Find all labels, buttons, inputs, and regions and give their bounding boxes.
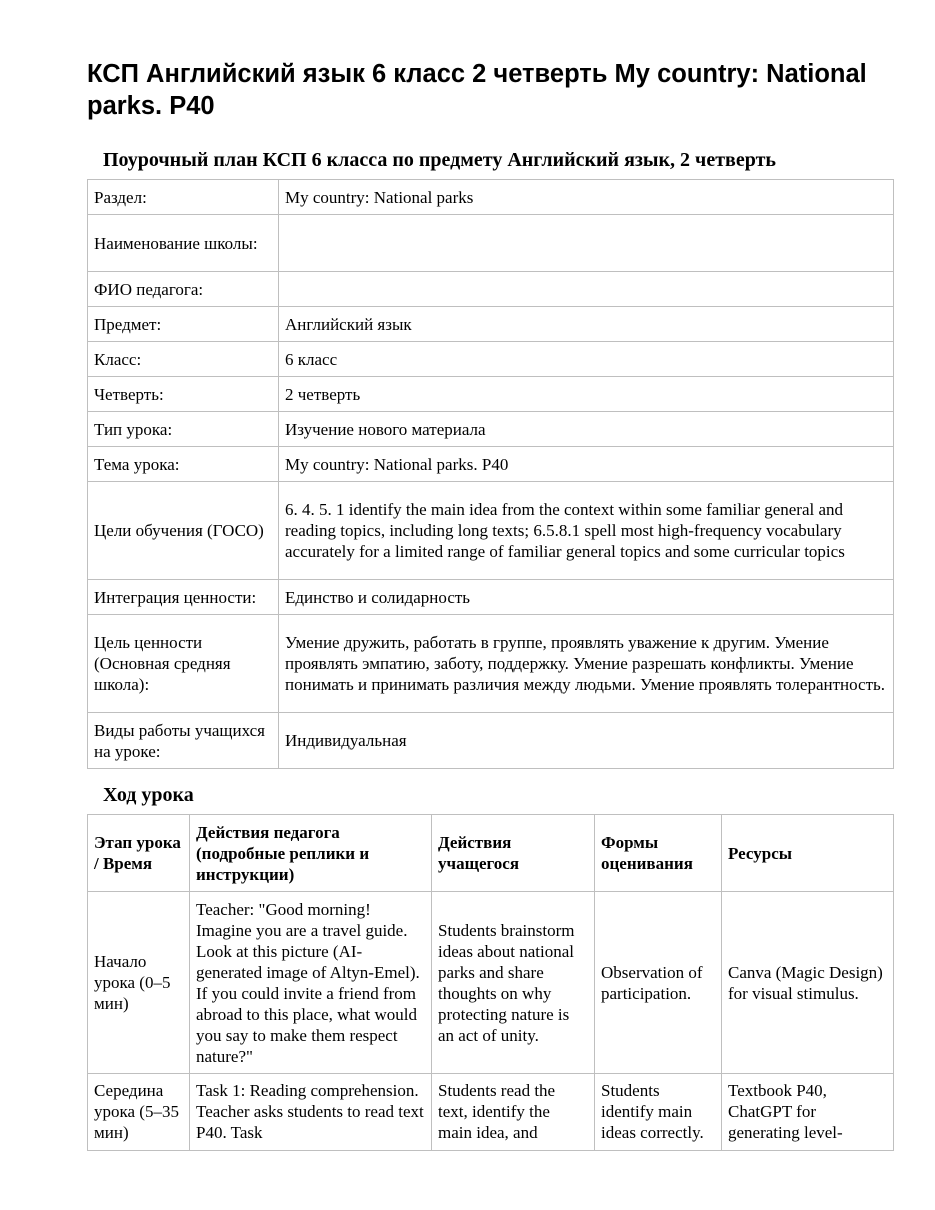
column-header-assessment: Формы оценивания: [595, 815, 722, 892]
info-value: 2 четверть: [279, 377, 894, 412]
info-label: Четверть:: [88, 377, 279, 412]
lesson-course-table: [87, 814, 894, 1151]
table-row: [88, 615, 894, 713]
info-label: Класс:: [88, 342, 279, 377]
assessment-cell: Observation of participation.: [595, 892, 722, 1074]
table-row: [88, 377, 894, 412]
resources-cell: Textbook P40, ChatGPT for generating level-: [722, 1074, 894, 1151]
column-header-resources: Ресурсы: [722, 815, 894, 892]
info-label: Раздел:: [88, 180, 279, 215]
assessment-cell: Students identify main ideas correctly.: [595, 1074, 722, 1151]
info-value: Английский язык: [279, 307, 894, 342]
info-value: 6 класс: [279, 342, 894, 377]
table-row: [88, 447, 894, 482]
table-header-row: [88, 815, 894, 892]
student-cell: Students brainstorm ideas about national parks and share thoughts on why protecting nature is an act of unity.: [432, 892, 595, 1074]
info-label: Тип урока:: [88, 412, 279, 447]
info-label: Интеграция ценности:: [88, 580, 279, 615]
student-cell: Students read the text, identify the main idea, and: [432, 1074, 595, 1151]
table-row: [88, 892, 894, 1074]
plan-heading: Поурочный план КСП 6 класса по предмету Английский язык, 2 четверть: [103, 149, 776, 171]
stage-cell: Середина урока (5–35 мин): [88, 1074, 190, 1151]
info-label: Предмет:: [88, 307, 279, 342]
column-header-stage: Этап урока / Время: [88, 815, 190, 892]
teacher-cell: Teacher: "Good morning! Imagine you are a travel guide. Look at this picture (AI-generated image of Altyn-Emel). If you could invite a friend from abroad to this place, what would you say to make them respect nature?": [190, 892, 432, 1074]
column-header-teacher: Действия педагога (подробные реплики и инструкции): [190, 815, 432, 892]
table-row: [88, 580, 894, 615]
table-row: [88, 180, 894, 215]
info-value: [279, 272, 894, 307]
info-value: 6. 4. 5. 1 identify the main idea from the context within some familiar general and reading topics, including long texts; 6.5.8.1 spell most high-frequency vocabulary accurately for a limited range of familiar general topics and some curricular topics: [279, 482, 894, 580]
resources-cell: Canva (Magic Design) for visual stimulus.: [722, 892, 894, 1074]
info-label: Цель ценности (Основная средняя школа):: [88, 615, 279, 713]
column-header-student: Действия учащегося: [432, 815, 595, 892]
table-row: [88, 412, 894, 447]
teacher-cell: Task 1: Reading comprehension. Teacher asks students to read text P40. Task: [190, 1074, 432, 1151]
stage-cell: Начало урока (0–5 мин): [88, 892, 190, 1074]
table-row: [88, 1074, 894, 1151]
info-label: Тема урока:: [88, 447, 279, 482]
table-row: [88, 307, 894, 342]
info-label: Цели обучения (ГОСО): [88, 482, 279, 580]
table-row: [88, 272, 894, 307]
info-label: Наименование школы:: [88, 215, 279, 272]
info-value: Умение дружить, работать в группе, проявлять уважение к другим. Умение проявлять эмпатию, заботу, поддержку. Умение разрешать конфликты. Умение понимать и принимать различия между людьми. Умение проявлять толерантность.: [279, 615, 894, 713]
table-row: [88, 713, 894, 769]
lesson-info-table: [87, 179, 894, 769]
table-row: [88, 215, 894, 272]
info-label: ФИО педагога:: [88, 272, 279, 307]
info-value: [279, 215, 894, 272]
info-value: Изучение нового материала: [279, 412, 894, 447]
info-value: My country: National parks: [279, 180, 894, 215]
table-row: [88, 342, 894, 377]
course-heading: Ход урока: [103, 784, 194, 806]
document-title: КСП Английский язык 6 класс 2 четверть My country: National parks. P40: [87, 60, 867, 120]
info-label: Виды работы учащихся на уроке:: [88, 713, 279, 769]
table-row: [88, 482, 894, 580]
info-value: Единство и солидарность: [279, 580, 894, 615]
info-value: My country: National parks. P40: [279, 447, 894, 482]
info-value: Индивидуальная: [279, 713, 894, 769]
